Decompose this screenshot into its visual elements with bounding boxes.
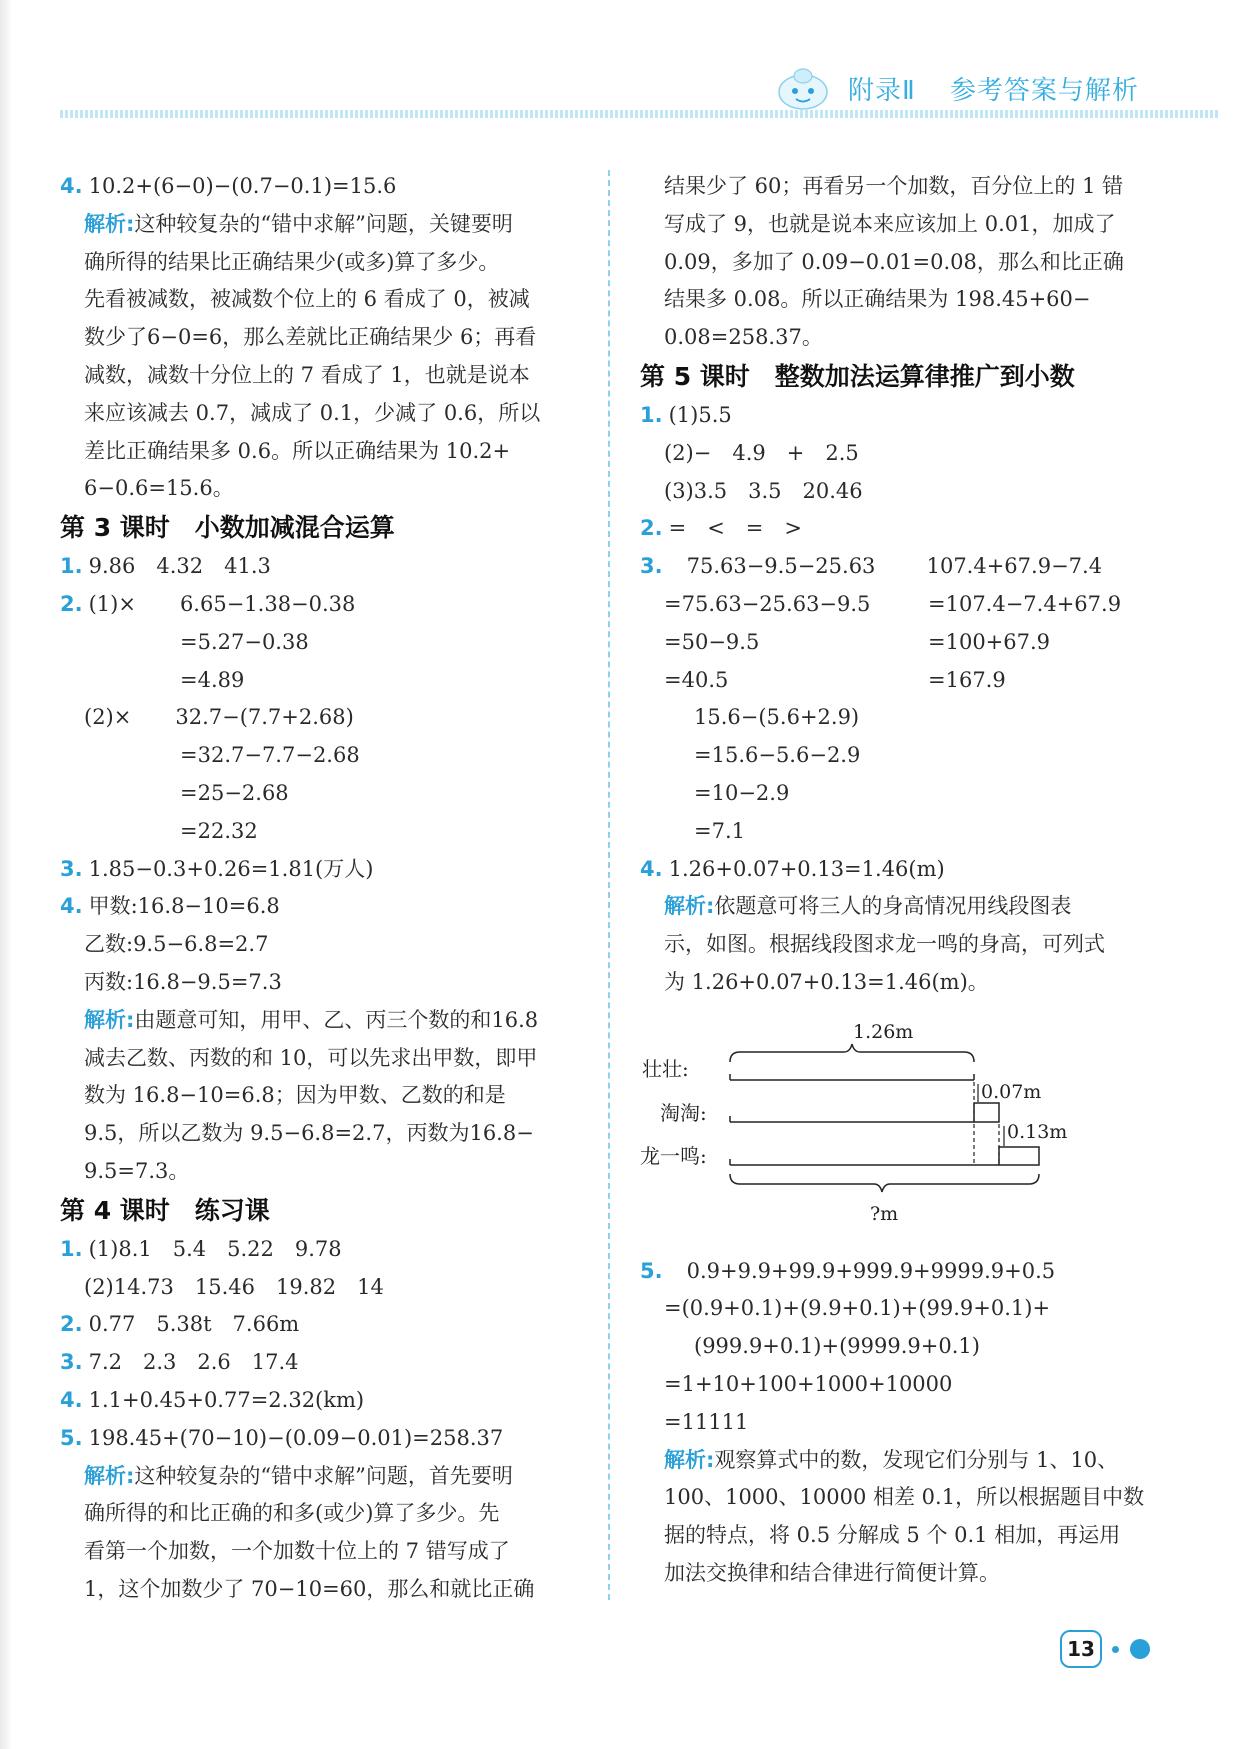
answer-line: (2)× 32.7−(7.7+2.68) [84,705,354,730]
explanation-label: 解析: [664,894,715,919]
answer-line: 4. 10.2+(6−0)−(0.7−0.1)=15.6 [60,174,397,198]
answer-line: 1. (1)5.5 [640,402,732,427]
explanation-line: 先看被减数，被减数个位上的 6 看成了 0，被减 [84,287,530,312]
explanation-line: 据的特点，将 0.5 分解成 5 个 0.1 相加，再运用 [664,1523,1121,1548]
explanation-label: 解析: [664,1447,715,1472]
calc-line: =75.63−25.63−9.5 =107.4−7.4+67.9 [664,591,1122,616]
section-title: 第 5 课时 整数加法运算律推广到小数 [640,361,1075,391]
calc-line: (999.9+0.1)+(9999.9+0.1) [694,1334,980,1359]
answer-line: 2. 0.77 5.38t 7.66m [60,1312,300,1337]
segment-extra-013 [999,1147,1039,1165]
calc-line: 3. 75.63−9.5−25.63 107.4+67.9−7.4 [640,554,1103,579]
answer-line: 2. (1)× 6.65−1.38−0.38 [60,591,356,616]
calc-line: 15.6−(5.6+2.9) [694,705,860,730]
explanation-line: 差比正确结果多 0.6。所以正确结果为 10.2+ [84,438,511,463]
explanation-line: 解析:观察算式中的数，发现它们分别与 1、10、 [664,1447,1119,1472]
diagram-top-label: 1.26m [853,1020,914,1043]
calc-line: =50−9.5 =100+67.9 [664,629,1051,654]
calc-line: =32.7−7.7−2.68 [180,743,360,768]
explanation-line: 9.5=7.3。 [84,1158,190,1183]
calc-line: =4.89 [180,667,245,692]
top-brace [730,1044,974,1062]
explanation-line: 解析:这种较复杂的“错中求解”问题，首先要明 [84,1463,513,1488]
answer-line: 1. 9.86 4.32 41.3 [60,554,271,579]
diagram-bottom-label: ?m [870,1202,899,1225]
calc-line: =25−2.68 [180,780,289,805]
calc-line: =7.1 [694,818,745,843]
explanation-line: 数为 16.8−10=6.8；因为甲数、乙数的和是 [84,1083,506,1108]
answer-line: (2)− 4.9 + 2.5 [664,440,859,465]
calc-line: =40.5 =167.9 [664,667,1006,692]
explanation-label: 解析: [84,1007,135,1032]
explanation-line: 看第一个加数，一个加数十位上的 7 错写成了 [84,1539,510,1564]
section-title: 第 3 课时 小数加减混合运算 [60,513,395,543]
explanation-line: 加法交换律和结合律进行简便计算。 [664,1560,1000,1585]
answer-line: 4. 1.26+0.07+0.13=1.46(m) [640,856,945,881]
explanation-line: 解析:依题意可将三人的身高情况用线段图表 [664,894,1072,919]
segment-diagram [640,1010,1140,1240]
column-divider [608,170,610,1600]
explanation-label: 解析: [84,1463,135,1488]
explanation-line: 0.08=258.37。 [664,325,823,350]
appendix-label: 附录Ⅱ [848,76,916,106]
bottom-brace [730,1174,1039,1192]
explanation-line: 解析:由题意可知，用甲、乙、丙三个数的和16.8 [84,1007,539,1032]
section-title: 第 4 课时 练习课 [60,1195,270,1225]
explanation-line: 9.5，所以乙数为 9.5−6.8=2.7，丙数为16.8− [84,1121,534,1146]
explanation-line: 减数，减数十分位上的 7 看成了 1，也就是说本 [84,362,530,387]
answer-line: 4. 甲数:16.8−10=6.8 [60,894,280,919]
label-013: 0.13m [1007,1120,1068,1143]
name-zhuangzhuang: 壮壮: [642,1056,689,1081]
explanation-line: 写成了 9，也就是说本来应该加上 0.01，加成了 [664,211,1116,236]
explanation-line: 确所得的和比正确的和多(或少)算了多少。先 [84,1501,500,1526]
left-column [60,168,582,1609]
header-rule [60,110,1220,118]
calc-line: =(0.9+0.1)+(9.9+0.1)+(99.9+0.1)+ [664,1296,1051,1321]
page-number-badge [1060,1630,1102,1668]
calc-line: =22.32 [180,818,258,843]
explanation-line: 0.09，多加了 0.09−0.01=0.08，那么和比正确 [664,249,1124,274]
calc-line: =1+10+100+1000+10000 [664,1371,953,1396]
calc-line: 5. 0.9+9.9+99.9+999.9+9999.9+0.5 [640,1258,1056,1283]
explanation-line: 结果少了 60；再看另一个加数，百分位上的 1 错 [664,174,1124,198]
answer-line: 4. 1.1+0.45+0.77=2.32(km) [60,1387,365,1412]
answer-line: (3)3.5 3.5 20.46 [664,478,863,503]
answer-line: 乙数:9.5−6.8=2.7 [84,932,269,957]
segment-extra-007 [974,1103,999,1122]
dot-small-icon [1112,1646,1119,1653]
explanation-line: 来应该减去 0.7，减成了 0.1，少减了 0.6，所以 [84,400,541,425]
explanation-line: 1，这个加数少了 70−10=60，那么和就比正确 [84,1576,535,1601]
header-title [848,70,1139,107]
answer-line: 5. 198.45+(70−10)−(0.09−0.01)=258.37 [60,1425,504,1450]
answer-line: 3. 1.85−0.3+0.26=1.81(万人) [60,856,374,881]
right-column [640,168,1162,1593]
explanation-label: 解析: [84,211,135,236]
calc-line: =5.27−0.38 [180,629,309,654]
calc-line: =10−2.9 [694,780,790,805]
calc-line: =15.6−5.6−2.9 [694,743,861,768]
explanation-line: 数少了6−0=6，那么差就比正确结果少 6；再看 [84,325,537,350]
explanation-line: 为 1.26+0.07+0.13=1.46(m)。 [664,969,989,994]
mascot-icon [776,64,830,112]
explanation-line: 减去乙数、丙数的和 10，可以先求出甲数，即甲 [84,1045,538,1070]
header-subtitle: 参考答案与解析 [949,76,1139,106]
binding-shadow [0,0,12,1749]
name-longyiming: 龙一鸣: [640,1143,707,1168]
page-number: 13 [1060,1630,1102,1668]
explanation-line: 100、1000、10000 相差 0.1，所以根据题目中数 [664,1485,1145,1510]
answer-line: (2)14.73 15.46 19.82 14 [84,1274,384,1299]
explanation-line: 示，如图。根据线段图求龙一鸣的身高，可列式 [664,932,1105,957]
calc-line: =11111 [664,1409,749,1434]
explanation-line: 确所得的结果比正确结果少(或多)算了多少。 [84,249,500,274]
answer-line: 2. = < = > [640,516,802,541]
label-007: 0.07m [981,1080,1042,1103]
explanation-line: 解析:这种较复杂的“错中求解”问题，关键要明 [84,211,513,236]
answer-line: 丙数:16.8−9.5=7.3 [84,969,282,994]
explanation-line: 6−0.6=15.6。 [84,476,234,501]
name-taotao: 淘淘: [660,1100,707,1125]
answer-line: 1. (1)8.1 5.4 5.22 9.78 [60,1236,342,1261]
explanation-line: 结果多 0.08。所以正确结果为 198.45+60− [664,287,1091,312]
dot-large-icon [1130,1639,1150,1659]
answer-line: 3. 7.2 2.3 2.6 17.4 [60,1350,299,1375]
